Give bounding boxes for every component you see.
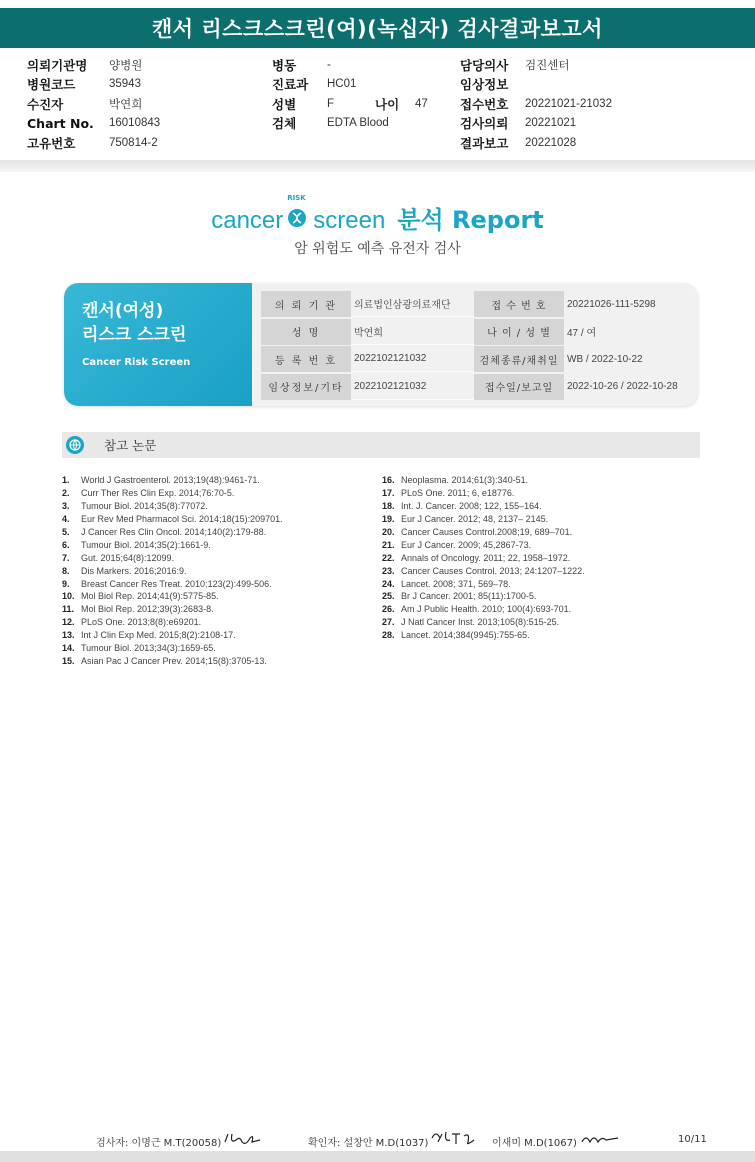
reference-item <box>382 616 585 629</box>
reference-text: Neoplasma. 2014;61(3):340-51. <box>401 475 529 486</box>
reference-number: 11. <box>62 604 75 615</box>
header-value: 20221028 <box>525 136 577 149</box>
risk-logo-icon <box>285 194 311 228</box>
brand-cancer: cancer <box>211 207 284 234</box>
info-row <box>261 319 689 347</box>
reference-text: PLoS One. 2011; 6, e18776. <box>401 488 515 499</box>
brand-logo <box>0 194 755 235</box>
brand-screen: screen <box>313 207 386 234</box>
header-value: 양병원 <box>109 59 143 72</box>
reference-item <box>62 564 283 577</box>
brand-report: 분석 Report <box>397 206 544 234</box>
reference-item <box>382 551 585 564</box>
header-label: 임상정보 <box>460 77 509 93</box>
product-badge <box>64 283 252 406</box>
header-value: 검진센터 <box>525 59 570 72</box>
reference-number: 10. <box>62 591 75 602</box>
reference-text: Tumour Biol. 2014;35(2):1661-9. <box>81 539 211 550</box>
reference-text: Am J Public Health. 2010; 100(4):693-701. <box>401 604 572 615</box>
reference-number: 9. <box>62 578 70 589</box>
info-label: 접수일/보고일 <box>474 374 564 400</box>
info-value: 20221026-111-5298 <box>567 298 656 310</box>
reference-text: Cancer Causes Control.2008;19, 689–701. <box>401 527 573 537</box>
header-label: 고유번호 <box>27 135 76 151</box>
reference-item <box>62 526 283 539</box>
header-value: 박연희 <box>109 98 143 111</box>
header-row <box>460 133 612 153</box>
reference-item <box>382 564 585 577</box>
reference-text: Annals of Oncology. 2011; 22, 1958–1972. <box>401 552 571 563</box>
reference-text: Lancet. 2008; 371, 569–78. <box>401 578 511 589</box>
reference-text: Int. J. Cancer. 2008; 122, 155–164. <box>401 501 542 512</box>
header-label: 의뢰기관명 <box>27 57 88 73</box>
confirmer: 확인자: 설창안 M.D(1037) <box>308 1138 429 1149</box>
info-value: WB / 2022-10-22 <box>567 353 643 365</box>
header-label: 진료과 <box>272 77 309 93</box>
reference-number: 8. <box>62 565 70 576</box>
report-title: 캔서 리스크스크린(여)(녹십자) 검사결과보고서 <box>152 17 603 41</box>
references-list-right <box>382 474 585 642</box>
reference-text: Mol Biol Rep. 2012;39(3):2683-8. <box>81 604 214 615</box>
report-title-bar <box>0 8 755 48</box>
header-row <box>27 94 160 114</box>
age-value: 47 <box>415 97 428 110</box>
header-column-2 <box>272 55 428 155</box>
header-row <box>272 75 428 95</box>
references-title: 참고 논문 <box>104 438 157 453</box>
header-row <box>272 55 428 75</box>
reference-item <box>62 577 283 590</box>
product-title-line1: 캔서(여성) <box>82 301 164 321</box>
header-value: 16010843 <box>109 117 161 130</box>
examiner-signature <box>222 1130 264 1148</box>
header-row <box>27 133 160 153</box>
reference-text: Lancet. 2014;384(9945):755-65. <box>401 630 530 641</box>
reference-text: Eur J Cancer. 2012; 48, 2137– 2145. <box>401 514 549 525</box>
brand-risk: RISK <box>287 194 306 202</box>
doctor2: 이새미 M.D(1067) <box>492 1138 577 1149</box>
reference-item <box>62 642 283 655</box>
reference-text: PLoS One. 2013;8(8):e69201. <box>81 617 202 628</box>
reference-item <box>382 487 585 500</box>
reference-text: Asian Pac J Cancer Prev. 2014;15(8):3705-13. <box>81 655 267 666</box>
reference-number: 1. <box>62 475 70 486</box>
info-label: 임상정보/기타 <box>261 374 351 400</box>
doctor2-signature <box>580 1130 620 1148</box>
header-label: 수진자 <box>27 96 64 112</box>
reference-text: Gut. 2015;64(8):12099. <box>81 552 175 563</box>
info-label: 등 록 번 호 <box>261 346 351 372</box>
globe-icon <box>66 436 84 454</box>
reference-number: 24. <box>382 578 395 589</box>
references-list-left <box>62 474 283 667</box>
reference-number: 17. <box>382 488 395 499</box>
info-row <box>261 374 689 402</box>
header-label: 병동 <box>272 57 297 73</box>
reference-item <box>62 629 283 642</box>
product-title-line2: 리스크 스크린 <box>82 325 187 345</box>
reference-item <box>62 513 283 526</box>
patient-info-card <box>64 283 698 406</box>
header-row <box>27 114 160 134</box>
header-row <box>272 114 428 134</box>
reference-number: 14. <box>62 643 75 654</box>
info-value: 2022102121032 <box>351 346 474 372</box>
reference-number: 28. <box>382 630 395 641</box>
info-label: 의 뢰 기 관 <box>261 291 351 317</box>
info-value: 2022-10-26 / 2022-10-28 <box>567 381 678 392</box>
reference-number: 23. <box>382 565 395 576</box>
reference-number: 2. <box>62 488 70 499</box>
reference-number: 19. <box>382 514 395 525</box>
reference-number: 26. <box>382 604 395 615</box>
reference-text: J Natl Cancer Inst. 2013;105(8):515-25. <box>401 617 560 628</box>
reference-number: 22. <box>382 552 395 563</box>
header-separator <box>0 160 755 172</box>
info-label: 나 이 / 성 별 <box>474 319 564 345</box>
reference-number: 7. <box>62 552 70 563</box>
reference-number: 3. <box>62 501 70 512</box>
reference-item <box>382 513 585 526</box>
header-row <box>272 94 428 114</box>
header-row <box>460 75 612 95</box>
info-value: 의료법인삼광의료재단 <box>351 291 474 317</box>
info-label: 성 명 <box>261 319 351 345</box>
reference-text: J Cancer Res Clin Oncol. 2014;140(2):179-88. <box>81 527 267 537</box>
header-row <box>460 94 612 114</box>
reference-text: Breast Cancer Res Treat. 2010;123(2):499-506. <box>81 578 272 589</box>
reference-text: World J Gastroenterol. 2013;19(48):9461-71. <box>81 475 260 486</box>
header-value: - <box>327 58 331 71</box>
reference-item <box>62 603 283 616</box>
reference-item <box>382 526 585 539</box>
bottom-band <box>0 1151 755 1162</box>
dna-icon <box>287 208 307 228</box>
header-label: Chart No. <box>27 115 94 131</box>
reference-item <box>382 590 585 603</box>
info-value: 47 / 여 <box>567 328 597 339</box>
info-label: 접 수 번 호 <box>474 291 564 317</box>
header-row <box>27 75 160 95</box>
examiner: 검사자: 이명근 M.T(20058) <box>96 1138 222 1149</box>
confirmer-signature <box>430 1128 476 1148</box>
header-label: 병원코드 <box>27 77 76 93</box>
reference-item <box>382 474 585 487</box>
reference-item <box>62 487 283 500</box>
reference-item <box>62 590 283 603</box>
header-label: 접수번호 <box>460 96 509 112</box>
reference-item <box>382 500 585 513</box>
reference-text: Cancer Causes Control. 2013; 24:1207–1222. <box>401 565 585 576</box>
reference-number: 21. <box>382 539 395 550</box>
reference-number: 13. <box>62 630 75 641</box>
reference-item <box>382 577 585 590</box>
info-value: 2022102121032 <box>351 374 474 400</box>
reference-item <box>62 654 283 667</box>
header-value: HC01 <box>327 78 357 91</box>
reference-item <box>382 629 585 642</box>
header-label: 검체 <box>272 116 297 132</box>
header-row <box>27 55 160 75</box>
reference-text: Int J Clin Exp Med. 2015;8(2):2108-17. <box>81 630 236 641</box>
reference-text: Tumour Biol. 2014;35(8):77072. <box>81 501 208 512</box>
reference-number: 20. <box>382 527 395 537</box>
reference-number: 6. <box>62 539 70 550</box>
header-row <box>460 114 612 134</box>
reference-item <box>62 551 283 564</box>
header-column-3 <box>460 55 612 155</box>
reference-number: 18. <box>382 501 395 512</box>
reference-number: 12. <box>62 617 75 628</box>
info-row <box>261 346 689 374</box>
reference-text: Curr Ther Res Clin Exp. 2014;76:70-5. <box>81 488 235 499</box>
reference-item <box>382 603 585 616</box>
header-column-1 <box>27 55 160 155</box>
info-value: 박연희 <box>351 319 474 345</box>
patient-info-grid <box>261 291 689 401</box>
reference-text: Eur J Cancer. 2009; 45,2867-73. <box>401 539 532 550</box>
page-number: 10/11 <box>678 1134 707 1145</box>
header-label: 검사의뢰 <box>460 116 509 132</box>
info-row <box>261 291 689 319</box>
reference-item <box>62 616 283 629</box>
reference-number: 27. <box>382 617 395 628</box>
header-label: 담당의사 <box>460 57 509 73</box>
report-subtitle: 암 위험도 예측 유전자 검사 <box>294 241 461 257</box>
reference-number: 15. <box>62 655 75 666</box>
reference-text: Mol Biol Rep. 2014;41(9):5775-85. <box>81 591 219 602</box>
reference-text: Tumour Biol. 2013;34(3):1659-65. <box>81 643 216 654</box>
references-header <box>62 432 700 458</box>
header-value: 20221021-21032 <box>525 97 612 110</box>
reference-text: Eur Rev Med Pharmacol Sci. 2014;18(15):209701. <box>81 514 283 525</box>
product-title-en: Cancer Risk Screen <box>82 357 191 368</box>
footer <box>0 1130 755 1150</box>
header-row <box>460 55 612 75</box>
age-label: 나이 <box>375 96 400 112</box>
header-value: EDTA Blood <box>327 117 389 130</box>
reference-number: 25. <box>382 591 395 602</box>
header-value: 20221021 <box>525 117 577 130</box>
header-value: F <box>327 97 335 110</box>
reference-item <box>382 538 585 551</box>
reference-item <box>62 500 283 513</box>
header-value: 35943 <box>109 78 141 91</box>
info-label: 검체종류/채취일 <box>474 346 564 372</box>
reference-text: Dis Markers. 2016;2016:9. <box>81 565 187 576</box>
header-label: 결과보고 <box>460 135 509 151</box>
reference-item <box>62 538 283 551</box>
reference-item <box>62 474 283 487</box>
reference-text: Br J Cancer. 2001; 85(11):1700-5. <box>401 591 537 602</box>
reference-number: 4. <box>62 514 70 525</box>
header-label: 성별 <box>272 96 297 112</box>
reference-number: 5. <box>62 527 70 537</box>
header-value: 750814-2 <box>109 136 158 149</box>
reference-number: 16. <box>382 475 395 486</box>
